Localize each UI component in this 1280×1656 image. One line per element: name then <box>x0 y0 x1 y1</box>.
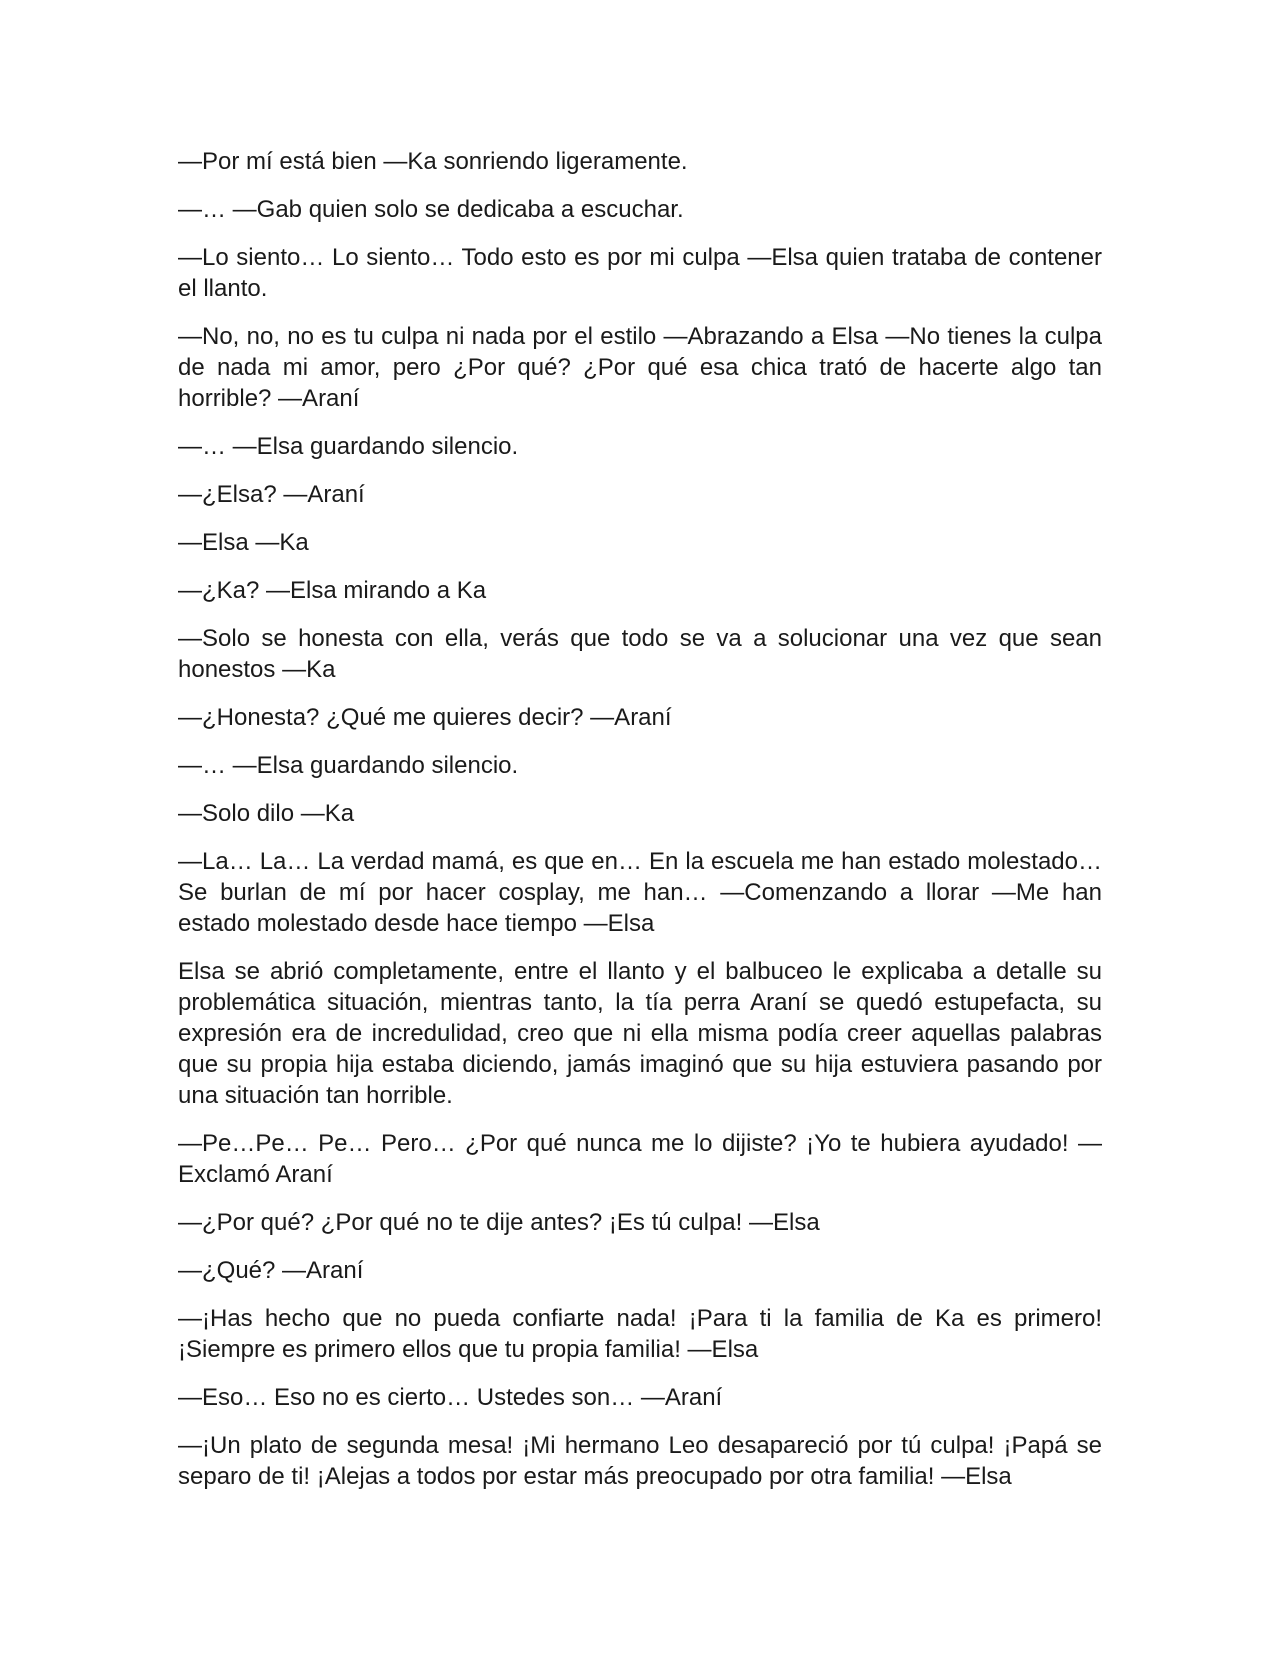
paragraph: —La… La… La verdad mamá, es que en… En la escuela me han estado molestado… Se burlan de mí por hacer cosplay, me han… —Comenzando a llorar —Me han estado molestado desde hace tiempo —Elsa <box>178 848 1102 937</box>
paragraph: —¿Ka? —Elsa mirando a Ka <box>178 577 487 604</box>
paragraph: —Lo siento… Lo siento… Todo esto es por mi culpa —Elsa quien trataba de contener el llanto. <box>178 244 1102 302</box>
paragraph: —Solo se honesta con ella, verás que todo se va a solucionar una vez que sean honestos —Ka <box>178 625 1102 683</box>
paragraph: —¿Elsa? —Araní <box>178 481 365 508</box>
paragraph: —¡Un plato de segunda mesa! ¡Mi hermano Leo desapareció por tú culpa! ¡Papá se separo de ti! ¡Alejas a todos por estar más preocupado por otra familia! —Elsa <box>178 1432 1102 1490</box>
paragraph: —Elsa —Ka <box>178 529 309 556</box>
paragraph: —Solo dilo —Ka <box>178 800 355 827</box>
paragraph: —… —Elsa guardando silencio. <box>178 752 519 779</box>
paragraph: —… —Elsa guardando silencio. <box>178 433 519 460</box>
paragraph: —¿Qué? —Araní <box>178 1257 364 1284</box>
paragraph: —Eso… Eso no es cierto… Ustedes son… —Araní <box>178 1384 723 1411</box>
paragraph: —¿Honesta? ¿Qué me quieres decir? —Araní <box>178 704 672 731</box>
paragraph: —No, no, no es tu culpa ni nada por el estilo —Abrazando a Elsa —No tienes la culpa de nada mi amor, pero ¿Por qué? ¿Por qué esa chica trató de hacerte algo tan horrible? —Araní <box>178 323 1102 412</box>
paragraph: Elsa se abrió completamente, entre el llanto y el balbuceo le explicaba a detalle su problemática situación, mientras tanto, la tía perra Araní se quedó estupefacta, su expresión era de incredulidad, creo que ni ella misma podía creer aquellas palabras que su propia hija estaba diciendo, jamás imaginó que su hija estuviera pasando por una situación tan horrible. <box>178 958 1102 1109</box>
paragraph: —¡Has hecho que no pueda confiarte nada! ¡Para ti la familia de Ka es primero! ¡Siempre es primero ellos que tu propia familia! —Elsa <box>178 1305 1102 1363</box>
document-page <box>178 146 1102 1509</box>
paragraph: —… —Gab quien solo se dedicaba a escuchar. <box>178 196 684 223</box>
paragraph: —Pe…Pe… Pe… Pero… ¿Por qué nunca me lo dijiste? ¡Yo te hubiera ayudado! —Exclamó Araní <box>178 1130 1102 1188</box>
paragraph: —Por mí está bien —Ka sonriendo ligeramente. <box>178 148 688 175</box>
paragraph: —¿Por qué? ¿Por qué no te dije antes? ¡Es tú culpa! —Elsa <box>178 1209 820 1236</box>
